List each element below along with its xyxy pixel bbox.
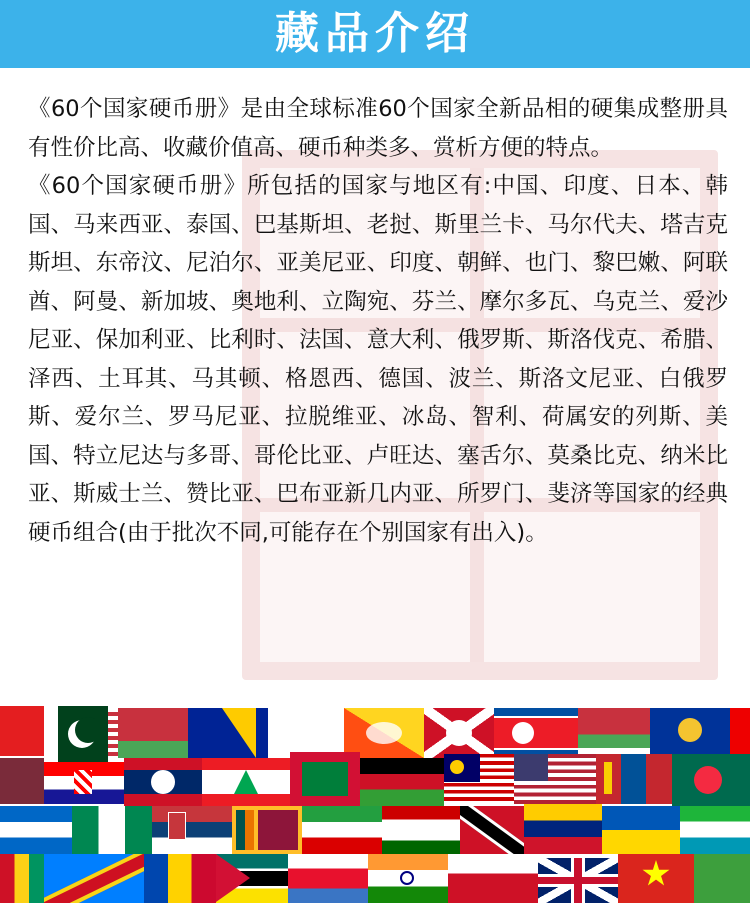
flag-maldives	[290, 752, 360, 806]
flag-india	[368, 854, 448, 903]
flag-edge-red	[730, 708, 750, 758]
flag-red-white	[448, 854, 538, 903]
flag-venezuela	[524, 804, 602, 854]
flag-belarus-2	[578, 708, 650, 748]
intro-section	[0, 68, 750, 702]
flag-ukraine	[602, 806, 680, 854]
flag-star-red	[288, 854, 368, 903]
flag-nicaragua	[0, 806, 72, 854]
flag-iran	[302, 806, 382, 854]
flag-tajikistan	[382, 806, 460, 854]
flag-serbia	[152, 806, 232, 854]
flag-bosnia	[188, 708, 268, 758]
flags-collage	[0, 702, 750, 903]
page-title: 藏品介绍	[275, 8, 475, 59]
flag-green-edge	[694, 854, 750, 903]
flag-trinidad	[460, 806, 524, 854]
flag-nigeria	[72, 806, 152, 854]
flag-bangladesh	[672, 754, 750, 806]
flag-burundi	[424, 708, 494, 758]
flag-moldova	[144, 854, 216, 903]
intro-text	[28, 90, 728, 552]
flag-laos	[124, 758, 202, 806]
flag-vietnam	[618, 854, 694, 903]
flag-croatia	[44, 762, 124, 804]
flag-mongolia	[596, 754, 672, 804]
flag-north-korea	[494, 708, 578, 758]
flag-uk	[538, 858, 618, 903]
flag-uzbekistan	[680, 806, 750, 854]
flag-pakistan	[44, 706, 108, 762]
flag-usa	[514, 754, 596, 804]
flag-malaysia	[444, 754, 514, 804]
flag-sri-lanka	[232, 806, 302, 854]
flag-misc	[0, 758, 44, 804]
flag-belarus	[108, 708, 188, 758]
flag-malawi	[360, 758, 444, 806]
title-banner	[0, 0, 750, 68]
flag-dr-congo	[44, 854, 144, 903]
intro-paragraph-1: 《60个国家硬币册》是由全球标准60个国家全新品相的硬集成整册具有性价比高、收藏价值高、硬币种类多、赏析方便的特点。	[28, 96, 728, 161]
flag-bhutan	[344, 708, 424, 758]
flag-guinea	[0, 854, 44, 903]
flag-mozambique	[216, 854, 288, 903]
flag-lebanon	[202, 758, 290, 806]
flag-albania	[0, 706, 44, 756]
intro-paragraph-2: 《60个国家硬币册》所包括的国家与地区有:中国、印度、日本、韩国、马来西亚、泰国、巴基斯坦、老挝、斯里兰卡、马尔代夫、塔吉克斯坦、东帝汶、尼泊尔、亚美尼亚、印度、朝鲜、也门、黎巴嫩、阿联酋、阿曼、新加坡、奥地利、立陶宛、芬兰、摩尔多瓦、乌克兰、爱沙尼亚、保加利亚、比利时、法国、意大利、俄罗斯、斯洛伐克、希腊、泽西、土耳其、马其顿、格恩西、德国、波兰、斯洛文尼亚、白俄罗斯、爱尔兰、罗马尼亚、拉脱维亚、冰岛、智利、荷属安的列斯、美国、特立尼达与多哥、哥伦比亚、卢旺达、塞舌尔、莫桑比克、纳米比亚、斯威士兰、赞比亚、巴布亚新几内亚、所罗门、斐济等国家的经典硬币组合(由于批次不同,可能存在个别国家有出入)。	[28, 173, 728, 546]
flag-cis	[650, 708, 730, 754]
